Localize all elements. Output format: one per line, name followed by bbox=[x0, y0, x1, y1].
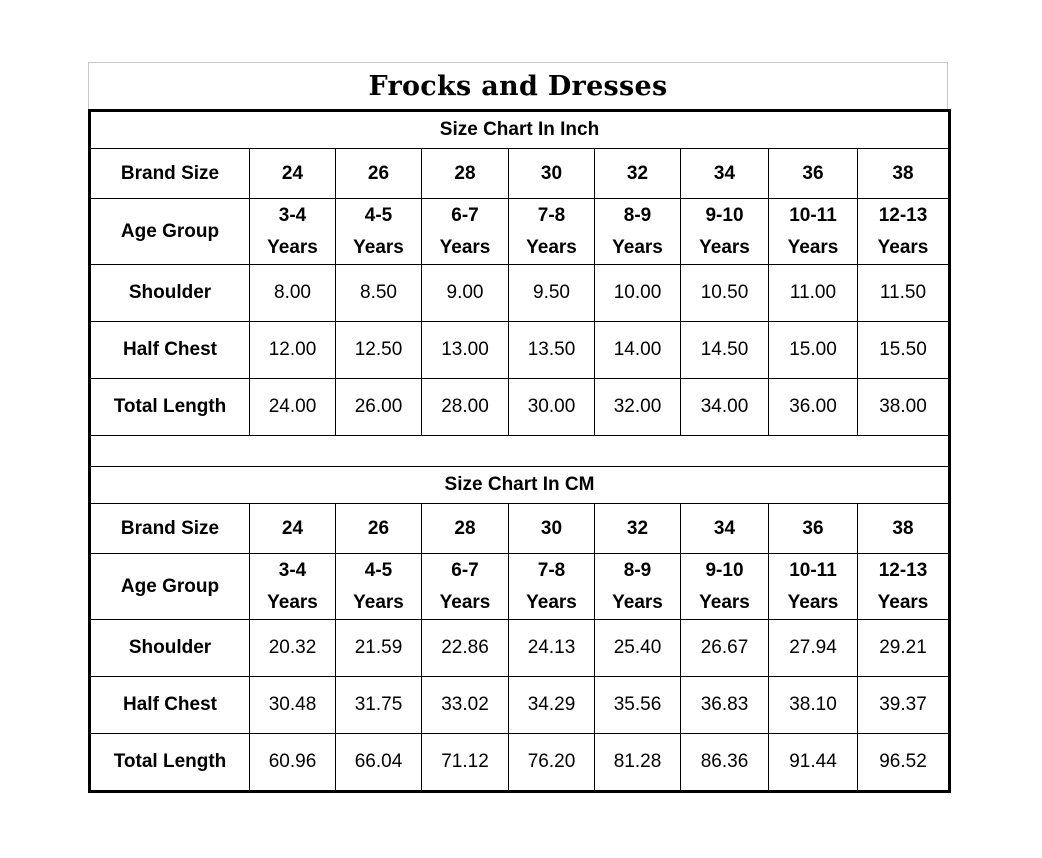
total-length-value: 38.00 bbox=[858, 379, 950, 436]
row-label-age-group: Age Group bbox=[90, 199, 250, 265]
total-length-value: 86.36 bbox=[681, 734, 769, 792]
half-chest-value: 14.00 bbox=[595, 322, 681, 379]
total-length-value: 71.12 bbox=[422, 734, 509, 792]
row-label-shoulder: Shoulder bbox=[90, 620, 250, 677]
age-range: 10-11 bbox=[789, 559, 837, 581]
brand-size-cell: 30 bbox=[509, 504, 595, 554]
shoulder-value: 20.32 bbox=[250, 620, 336, 677]
brand-size-cell: 28 bbox=[422, 504, 509, 554]
total-length-value: 30.00 bbox=[509, 379, 595, 436]
half-chest-value: 36.83 bbox=[681, 677, 769, 734]
brand-size-cell: 24 bbox=[250, 504, 336, 554]
total-length-value: 96.52 bbox=[858, 734, 950, 792]
brand-size-row bbox=[90, 504, 950, 554]
age-group-cell bbox=[858, 199, 950, 265]
total-length-value: 34.00 bbox=[681, 379, 769, 436]
age-range: 10-11 bbox=[789, 204, 837, 226]
brand-size-cell: 26 bbox=[336, 504, 422, 554]
size-chart-sheet bbox=[88, 62, 948, 793]
brand-size-cell: 38 bbox=[858, 504, 950, 554]
age-range: 6-7 bbox=[451, 559, 479, 581]
age-range: 4-5 bbox=[364, 204, 393, 226]
brand-size-cell: 34 bbox=[681, 149, 769, 199]
age-range: 7-8 bbox=[537, 559, 566, 581]
shoulder-value: 21.59 bbox=[336, 620, 422, 677]
half-chest-value: 14.50 bbox=[681, 322, 769, 379]
age-unit: Years bbox=[877, 236, 929, 258]
shoulder-value: 10.50 bbox=[681, 265, 769, 322]
brand-size-cell: 24 bbox=[250, 149, 336, 199]
total-length-value: 66.04 bbox=[336, 734, 422, 792]
brand-size-cell: 36 bbox=[769, 504, 858, 554]
age-range: 3-4 bbox=[278, 204, 307, 226]
age-unit: Years bbox=[699, 591, 750, 613]
section-title: Size Chart In Inch bbox=[90, 111, 950, 149]
shoulder-value: 25.40 bbox=[595, 620, 681, 677]
shoulder-value: 8.00 bbox=[250, 265, 336, 322]
half-chest-value: 13.50 bbox=[509, 322, 595, 379]
age-unit: Years bbox=[353, 591, 404, 613]
age-unit: Years bbox=[699, 236, 750, 258]
shoulder-value: 10.00 bbox=[595, 265, 681, 322]
age-group-cell bbox=[336, 199, 422, 265]
age-range: 12-13 bbox=[878, 204, 928, 226]
age-range: 7-8 bbox=[537, 204, 566, 226]
half-chest-value: 13.00 bbox=[422, 322, 509, 379]
shoulder-value: 22.86 bbox=[422, 620, 509, 677]
age-unit: Years bbox=[787, 236, 839, 258]
total-length-value: 28.00 bbox=[422, 379, 509, 436]
section-title-row bbox=[90, 467, 950, 504]
shoulder-value: 26.67 bbox=[681, 620, 769, 677]
half-chest-value: 12.50 bbox=[336, 322, 422, 379]
row-label-age-group: Age Group bbox=[90, 554, 250, 620]
total-length-row bbox=[90, 734, 950, 792]
brand-size-cell: 32 bbox=[595, 149, 681, 199]
age-unit: Years bbox=[612, 591, 663, 613]
half-chest-value: 30.48 bbox=[250, 677, 336, 734]
age-group-cell bbox=[595, 554, 681, 620]
brand-size-cell: 34 bbox=[681, 504, 769, 554]
brand-size-cell: 26 bbox=[336, 149, 422, 199]
total-length-value: 24.00 bbox=[250, 379, 336, 436]
age-group-cell bbox=[681, 199, 769, 265]
age-unit: Years bbox=[787, 591, 839, 613]
row-label-total-length: Total Length bbox=[90, 734, 250, 792]
age-unit: Years bbox=[877, 591, 929, 613]
age-range: 8-9 bbox=[623, 559, 652, 581]
row-label-total-length: Total Length bbox=[90, 379, 250, 436]
shoulder-row bbox=[90, 265, 950, 322]
age-group-cell bbox=[422, 554, 509, 620]
section-title-row bbox=[90, 111, 950, 149]
age-group-cell bbox=[595, 199, 681, 265]
brand-size-cell: 32 bbox=[595, 504, 681, 554]
section-title: Size Chart In CM bbox=[90, 467, 950, 504]
page-title: Frocks and Dresses bbox=[88, 62, 948, 109]
shoulder-value: 27.94 bbox=[769, 620, 858, 677]
brand-size-cell: 28 bbox=[422, 149, 509, 199]
half-chest-value: 34.29 bbox=[509, 677, 595, 734]
brand-size-cell: 36 bbox=[769, 149, 858, 199]
age-range: 4-5 bbox=[364, 559, 393, 581]
age-unit: Years bbox=[526, 591, 577, 613]
age-group-cell bbox=[769, 554, 858, 620]
total-length-value: 91.44 bbox=[769, 734, 858, 792]
brand-size-row bbox=[90, 149, 950, 199]
total-length-value: 36.00 bbox=[769, 379, 858, 436]
row-label-brand-size: Brand Size bbox=[90, 504, 250, 554]
total-length-value: 32.00 bbox=[595, 379, 681, 436]
half-chest-row bbox=[90, 677, 950, 734]
age-unit: Years bbox=[439, 236, 491, 258]
half-chest-value: 39.37 bbox=[858, 677, 950, 734]
shoulder-value: 11.00 bbox=[769, 265, 858, 322]
age-group-cell bbox=[250, 199, 336, 265]
size-chart-table bbox=[88, 109, 951, 793]
shoulder-value: 9.00 bbox=[422, 265, 509, 322]
size-chart-body bbox=[90, 111, 950, 792]
row-label-shoulder: Shoulder bbox=[90, 265, 250, 322]
half-chest-row bbox=[90, 322, 950, 379]
age-group-row bbox=[90, 554, 950, 620]
shoulder-value: 29.21 bbox=[858, 620, 950, 677]
spacer-cell bbox=[90, 436, 950, 467]
total-length-value: 60.96 bbox=[250, 734, 336, 792]
age-range: 6-7 bbox=[451, 204, 479, 226]
brand-size-cell: 38 bbox=[858, 149, 950, 199]
age-unit: Years bbox=[526, 236, 577, 258]
row-label-brand-size: Brand Size bbox=[90, 149, 250, 199]
age-group-cell bbox=[250, 554, 336, 620]
shoulder-value: 8.50 bbox=[336, 265, 422, 322]
section-spacer bbox=[90, 436, 950, 467]
half-chest-value: 38.10 bbox=[769, 677, 858, 734]
age-range: 8-9 bbox=[623, 204, 652, 226]
shoulder-value: 9.50 bbox=[509, 265, 595, 322]
half-chest-value: 15.50 bbox=[858, 322, 950, 379]
age-group-cell bbox=[858, 554, 950, 620]
half-chest-value: 31.75 bbox=[336, 677, 422, 734]
age-range: 3-4 bbox=[278, 559, 307, 581]
age-group-cell bbox=[769, 199, 858, 265]
age-group-cell bbox=[422, 199, 509, 265]
shoulder-row bbox=[90, 620, 950, 677]
age-group-cell bbox=[336, 554, 422, 620]
brand-size-cell: 30 bbox=[509, 149, 595, 199]
age-unit: Years bbox=[439, 591, 491, 613]
age-range: 12-13 bbox=[878, 559, 928, 581]
age-range: 9-10 bbox=[705, 559, 744, 581]
age-unit: Years bbox=[267, 236, 318, 258]
age-unit: Years bbox=[267, 591, 318, 613]
total-length-value: 81.28 bbox=[595, 734, 681, 792]
age-unit: Years bbox=[612, 236, 663, 258]
age-group-cell bbox=[509, 199, 595, 265]
total-length-value: 26.00 bbox=[336, 379, 422, 436]
age-group-cell bbox=[681, 554, 769, 620]
row-label-half-chest: Half Chest bbox=[90, 322, 250, 379]
total-length-value: 76.20 bbox=[509, 734, 595, 792]
age-group-row bbox=[90, 199, 950, 265]
half-chest-value: 15.00 bbox=[769, 322, 858, 379]
half-chest-value: 33.02 bbox=[422, 677, 509, 734]
half-chest-value: 12.00 bbox=[250, 322, 336, 379]
shoulder-value: 11.50 bbox=[858, 265, 950, 322]
row-label-half-chest: Half Chest bbox=[90, 677, 250, 734]
age-range: 9-10 bbox=[705, 204, 744, 226]
half-chest-value: 35.56 bbox=[595, 677, 681, 734]
shoulder-value: 24.13 bbox=[509, 620, 595, 677]
age-group-cell bbox=[509, 554, 595, 620]
total-length-row bbox=[90, 379, 950, 436]
age-unit: Years bbox=[353, 236, 404, 258]
